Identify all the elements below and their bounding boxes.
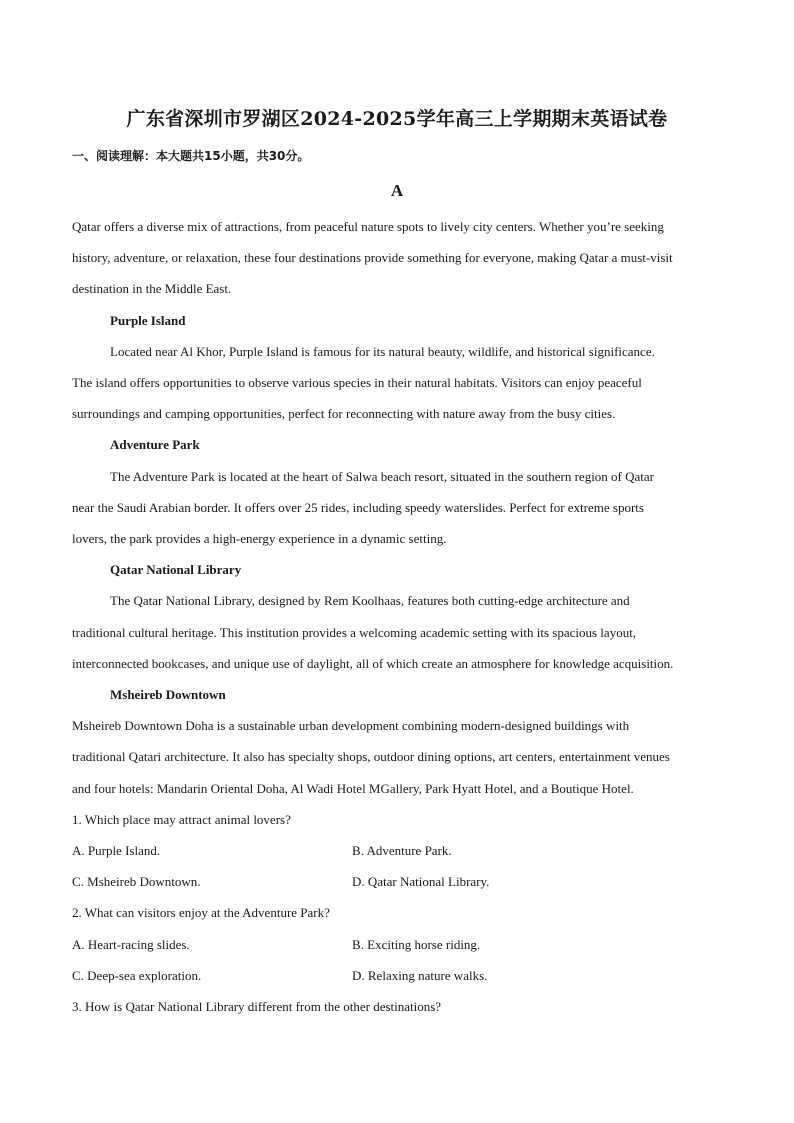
place-text: surroundings and camping opportunities, perfect for reconnecting with nature away from the busy cities. xyxy=(72,406,616,421)
place-text: traditional Qatari architecture. It also has specialty shops, outdoor dining options, art centers, entertainment venues xyxy=(72,749,670,764)
option-b: B. Adventure Park. xyxy=(352,843,452,858)
place-text: Msheireb Downtown Doha is a sustainable urban development combining modern-designed buildings with xyxy=(72,718,630,733)
place-text: lovers, the park provides a high-energy experience in a dynamic setting. xyxy=(72,531,447,546)
part-label: A xyxy=(390,181,404,200)
option-c: C. Deep-sea exploration. xyxy=(72,968,202,983)
question-stem: 2. What can visitors enjoy at the Adventure Park? xyxy=(72,905,330,920)
place-text: The Qatar National Library, designed by Rem Koolhaas, features both cutting-edge architecture and xyxy=(110,593,630,608)
option-d: D. Qatar National Library. xyxy=(352,874,490,889)
place-text: The Adventure Park is located at the heart of Salwa beach resort, situated in the southern region of Qatar xyxy=(110,469,655,484)
option-c: C. Msheireb Downtown. xyxy=(72,874,201,889)
place-text: traditional cultural heritage. This institution provides a welcoming academic setting with its spacious layout, xyxy=(72,625,637,640)
place-text: interconnected bookcases, and unique use of daylight, all of which create an atmosphere for knowledge acquisition. xyxy=(72,656,674,671)
intro-line: destination in the Middle East. xyxy=(72,281,232,296)
place-heading: Purple Island xyxy=(110,313,186,328)
place-text: The island offers opportunities to observe various species in their natural habitats. Visitors can enjoy peaceful xyxy=(72,375,642,390)
option-a: A. Heart-racing slides. xyxy=(72,937,190,952)
option-a: A. Purple Island. xyxy=(72,843,161,858)
place-heading: Msheireb Downtown xyxy=(110,687,226,702)
place-text: and four hotels: Mandarin Oriental Doha, Al Wadi Hotel MGallery, Park Hyatt Hotel, and a Boutique Hotel. xyxy=(72,781,634,796)
place-text: Located near Al Khor, Purple Island is famous for its natural beauty, wildlife, and historical significance. xyxy=(110,344,655,359)
question-stem: 1. Which place may attract animal lovers? xyxy=(72,812,291,827)
intro-line: history, adventure, or relaxation, these four destinations provide something for everyone, making Qatar a must-visit xyxy=(72,250,673,265)
place-heading: Adventure Park xyxy=(110,437,200,452)
section-heading: 一、阅读理解：本大题共15小题，共30分。 xyxy=(72,149,310,163)
intro-line: Qatar offers a diverse mix of attractions, from peaceful nature spots to lively city centers. Whether you’re seeking xyxy=(72,219,664,234)
option-b: B. Exciting horse riding. xyxy=(352,937,481,952)
place-text: near the Saudi Arabian border. It offers over 25 rides, including speedy waterslides. Perfect for extreme sports xyxy=(72,500,644,515)
option-d: D. Relaxing nature walks. xyxy=(352,968,488,983)
place-heading: Qatar National Library xyxy=(110,562,242,577)
question-stem: 3. How is Qatar National Library different from the other destinations? xyxy=(72,999,442,1014)
page-title: 广东省深圳市罗湖区2024-2025学年高三上学期期末英语试卷 xyxy=(126,108,668,130)
